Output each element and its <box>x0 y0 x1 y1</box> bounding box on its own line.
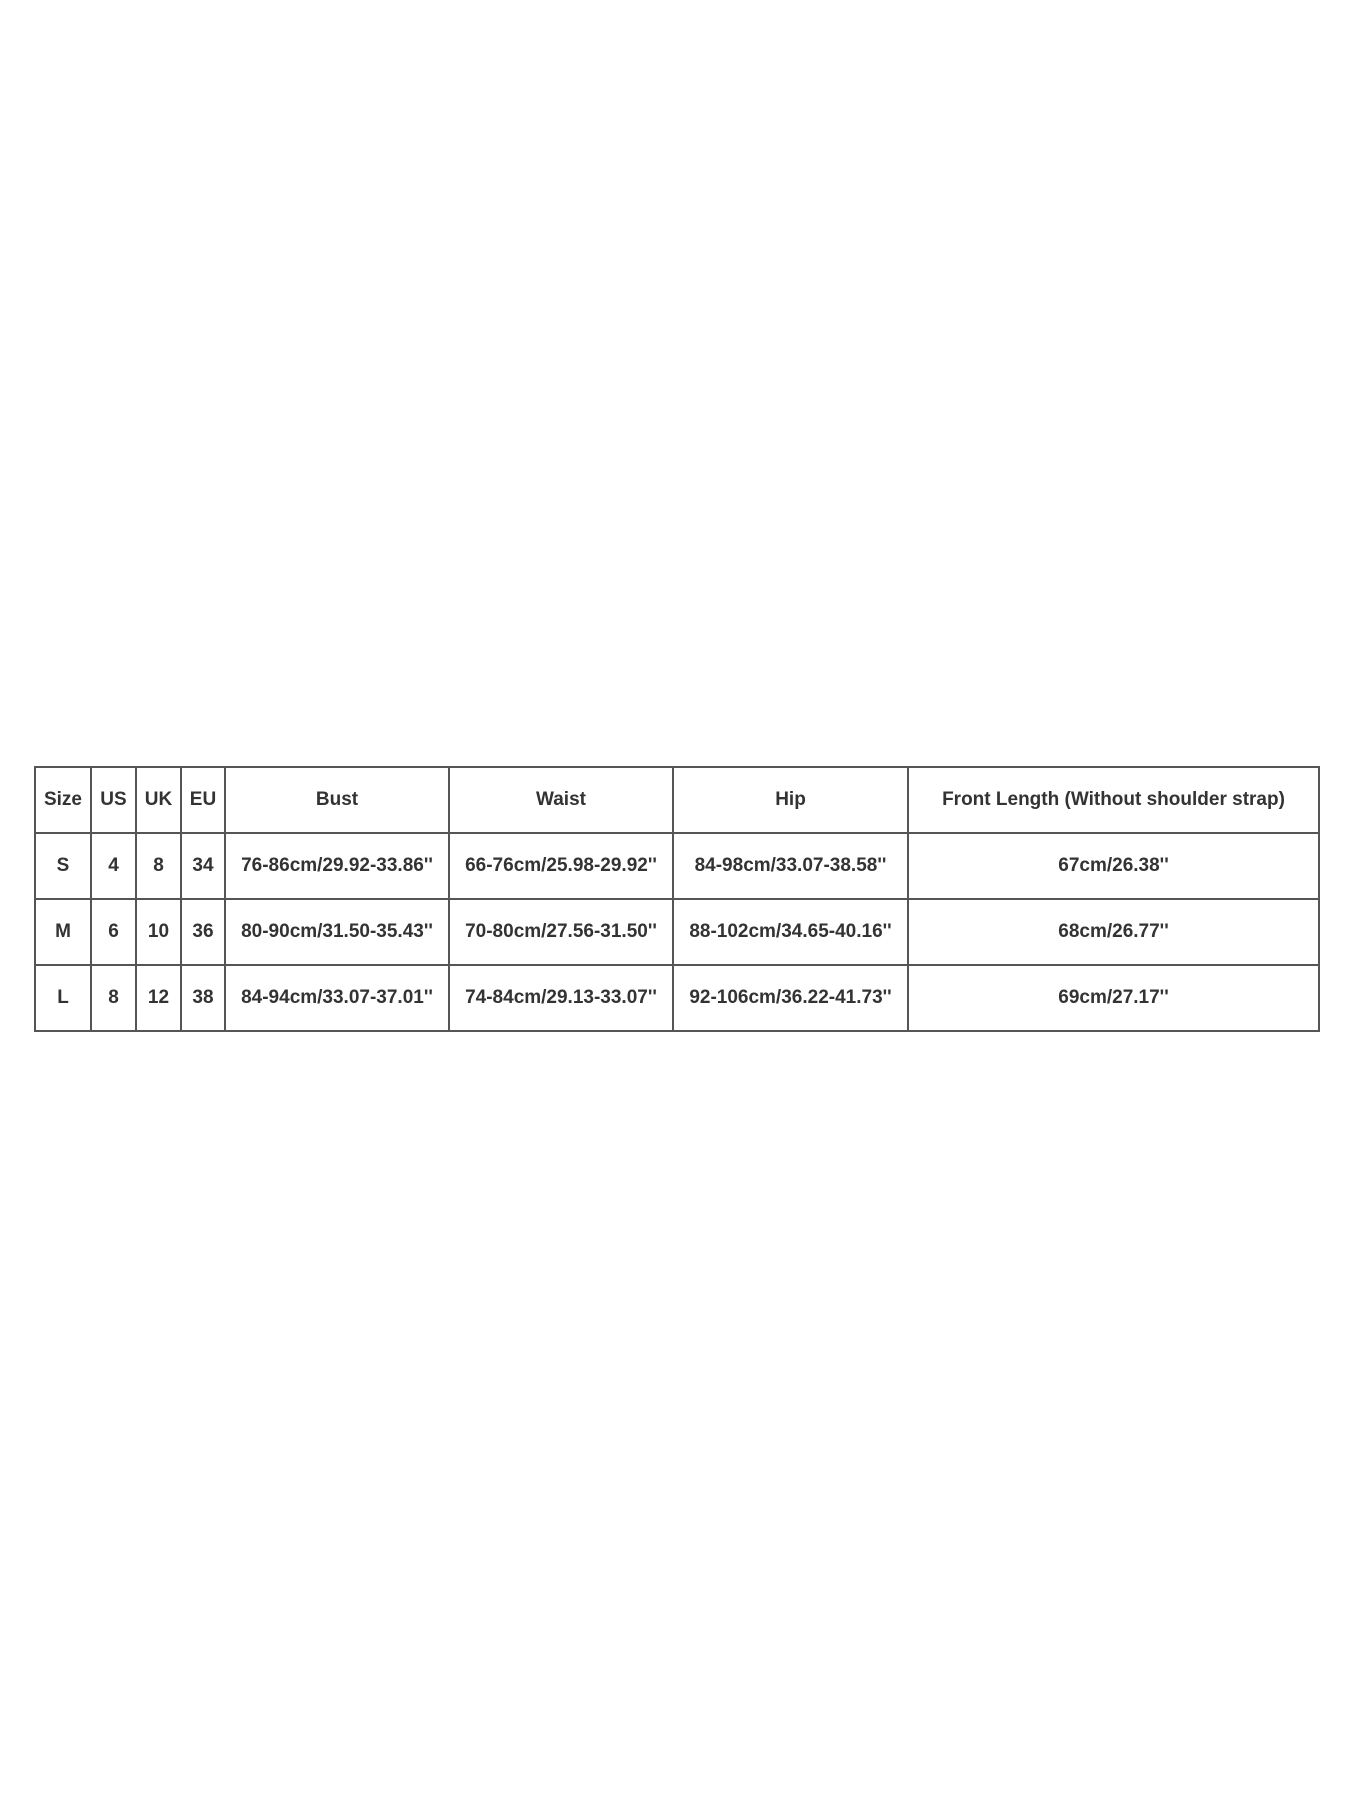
cell-uk: 12 <box>136 965 181 1031</box>
table-row <box>35 833 1319 899</box>
cell-hip: 84-98cm/33.07-38.58'' <box>673 833 908 899</box>
cell-us: 6 <box>91 899 136 965</box>
cell-uk: 8 <box>136 833 181 899</box>
header-uk: UK <box>136 767 181 833</box>
cell-front-length: 69cm/27.17'' <box>908 965 1319 1031</box>
cell-bust: 80-90cm/31.50-35.43'' <box>225 899 449 965</box>
cell-hip: 92-106cm/36.22-41.73'' <box>673 965 908 1031</box>
cell-front-length: 68cm/26.77'' <box>908 899 1319 965</box>
cell-size: S <box>35 833 91 899</box>
cell-hip: 88-102cm/34.65-40.16'' <box>673 899 908 965</box>
cell-uk: 10 <box>136 899 181 965</box>
header-eu: EU <box>181 767 225 833</box>
cell-size: M <box>35 899 91 965</box>
cell-bust: 76-86cm/29.92-33.86'' <box>225 833 449 899</box>
header-row <box>35 767 1319 833</box>
size-chart-table <box>34 766 1320 1032</box>
table-row <box>35 899 1319 965</box>
header-front-length: Front Length (Without shoulder strap) <box>908 767 1319 833</box>
header-size: Size <box>35 767 91 833</box>
header-us: US <box>91 767 136 833</box>
cell-us: 4 <box>91 833 136 899</box>
table-row <box>35 965 1319 1031</box>
cell-eu: 34 <box>181 833 225 899</box>
header-waist: Waist <box>449 767 673 833</box>
cell-waist: 74-84cm/29.13-33.07'' <box>449 965 673 1031</box>
cell-waist: 66-76cm/25.98-29.92'' <box>449 833 673 899</box>
cell-eu: 38 <box>181 965 225 1031</box>
cell-size: L <box>35 965 91 1031</box>
cell-waist: 70-80cm/27.56-31.50'' <box>449 899 673 965</box>
cell-bust: 84-94cm/33.07-37.01'' <box>225 965 449 1031</box>
cell-us: 8 <box>91 965 136 1031</box>
cell-front-length: 67cm/26.38'' <box>908 833 1319 899</box>
cell-eu: 36 <box>181 899 225 965</box>
header-hip: Hip <box>673 767 908 833</box>
header-bust: Bust <box>225 767 449 833</box>
